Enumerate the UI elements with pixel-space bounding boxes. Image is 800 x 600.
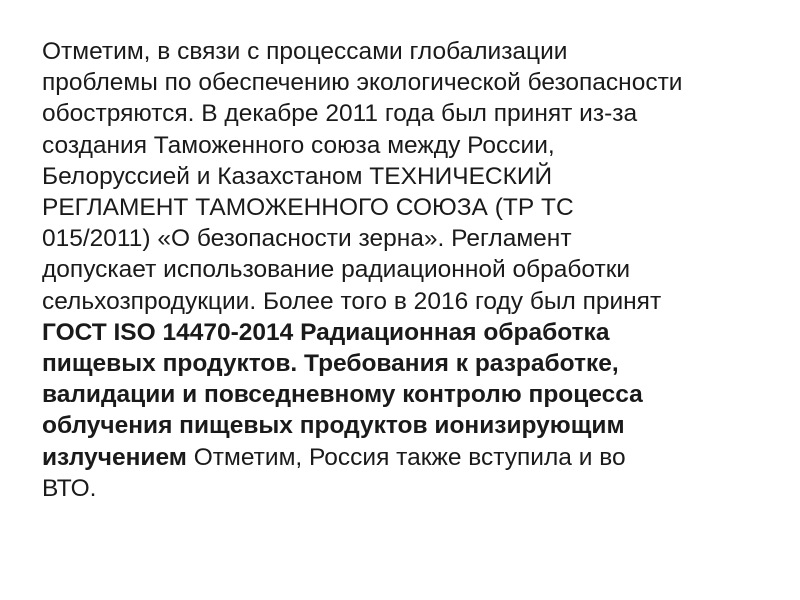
standard-title-line: ГОСТ ISO 14470-2014 Радиационная обработка <box>42 318 610 346</box>
standard-title-line: пищевых продуктов. Требования к разработке, <box>42 350 619 378</box>
text-line: обостряются. В декабре 2011 года был принят из-за <box>42 100 638 128</box>
text-line: создания Таможенного союза между России, <box>42 131 555 159</box>
standard-title-end: излучением <box>42 443 187 471</box>
text-line: Отметим, в связи с процессами глобализации <box>42 38 568 65</box>
text-line: ВТО. <box>42 474 97 502</box>
text-line: Белоруссией и Казахстаном ТЕХНИЧЕСКИЙ <box>42 162 553 190</box>
text-line: сельхозпродукции. Более того в 2016 году был принят <box>42 287 662 315</box>
text-segment: Отметим, Россия также вступила и во <box>186 443 626 471</box>
standard-title-line: валидации и повседневному контролю процесса <box>42 381 643 409</box>
standard-title-line: облучения пищевых продуктов ионизирующим <box>42 412 625 440</box>
body-paragraph <box>42 36 782 504</box>
text-line: проблемы по обеспечению экологической безопасности <box>42 69 683 97</box>
text-line: допускает использование радиационной обработки <box>42 256 631 284</box>
text-line: 015/2011) «О безопасности зерна». Регламент <box>42 225 572 253</box>
text-line-mixed <box>42 442 782 473</box>
text-line: РЕГЛАМЕНТ ТАМОЖЕННОГО СОЮЗА (ТР ТС <box>42 194 574 222</box>
